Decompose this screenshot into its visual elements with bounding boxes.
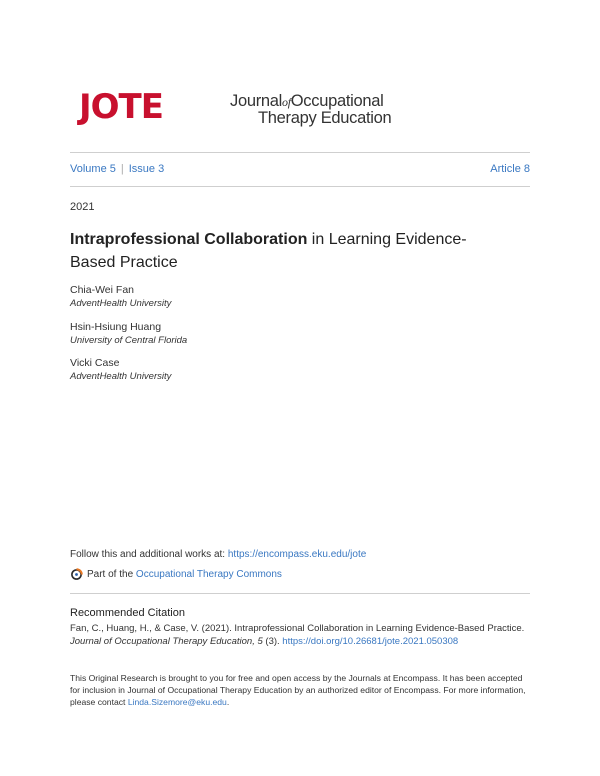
journal-name-line2: Therapy Education [258, 109, 392, 127]
issue-link[interactable]: Issue 3 [128, 163, 165, 175]
citation-text [70, 622, 540, 648]
journal-name-part1: Journal [230, 92, 283, 110]
notice-end: . [226, 697, 230, 707]
jote-logo: JOTE [79, 87, 163, 127]
author-block [70, 357, 171, 383]
journal-name-of: of [282, 95, 291, 109]
commons-link[interactable]: Occupational Therapy Commons [135, 569, 282, 580]
author-name[interactable]: Hsin-Hsiung Huang [70, 321, 162, 333]
journal-name [230, 93, 391, 126]
author-block [70, 321, 187, 347]
article-title [70, 228, 510, 274]
collection-url-link[interactable]: https://encompass.eku.edu/jote [227, 549, 367, 560]
divider-top [70, 152, 530, 153]
volume-issue [70, 163, 164, 175]
citation-authors-title: Fan, C., Huang, H., & Case, V. (2021). Intraprofessional Collaboration in Learning Evidence-Based Practice. [70, 623, 525, 634]
article-title-rest: in Learning Evidence-Based Practice [70, 231, 467, 271]
publication-year: 2021 [70, 201, 95, 213]
volume-link[interactable]: Volume 5 [70, 163, 116, 175]
open-access-icon [70, 568, 83, 581]
follow-line [70, 549, 366, 560]
part-of-line [70, 568, 282, 581]
journal-name-part2: Occupational [290, 92, 384, 110]
author-affiliation: University of Central Florida [70, 335, 188, 346]
doi-link[interactable]: https://doi.org/10.26681/jote.2021.050308 [282, 636, 459, 647]
author-name[interactable]: Vicki Case [70, 357, 120, 369]
article-title-bold: Intraprofessional Collaboration [70, 231, 308, 248]
divider-issue [70, 186, 530, 187]
citation-issue: (3). [262, 636, 283, 647]
notice-text: This Original Research is brought to you for free and open access by the Journals at Encompass. It has been accepted for inclusion in Journal of Occupational Therapy Education by an authorized editor of Encompass. For more information, please contact [70, 673, 526, 707]
author-affiliation: AdventHealth University [70, 371, 172, 382]
access-notice [70, 672, 530, 708]
author-affiliation: AdventHealth University [70, 298, 172, 309]
follow-text: Follow this and additional works at: [70, 549, 228, 560]
citation-journal: Journal of Occupational Therapy Education, 5 [70, 636, 263, 647]
contact-email-link[interactable]: Linda.Sizemore@eku.edu [127, 697, 227, 707]
article-link[interactable]: Article 8 [490, 163, 530, 175]
author-name[interactable]: Chia-Wei Fan [70, 284, 134, 296]
part-of-text: Part of the [87, 569, 134, 580]
author-block [70, 284, 171, 310]
divider-citation [70, 593, 530, 594]
recommended-citation-heading: Recommended Citation [70, 607, 185, 619]
volume-separator: | [120, 163, 124, 175]
